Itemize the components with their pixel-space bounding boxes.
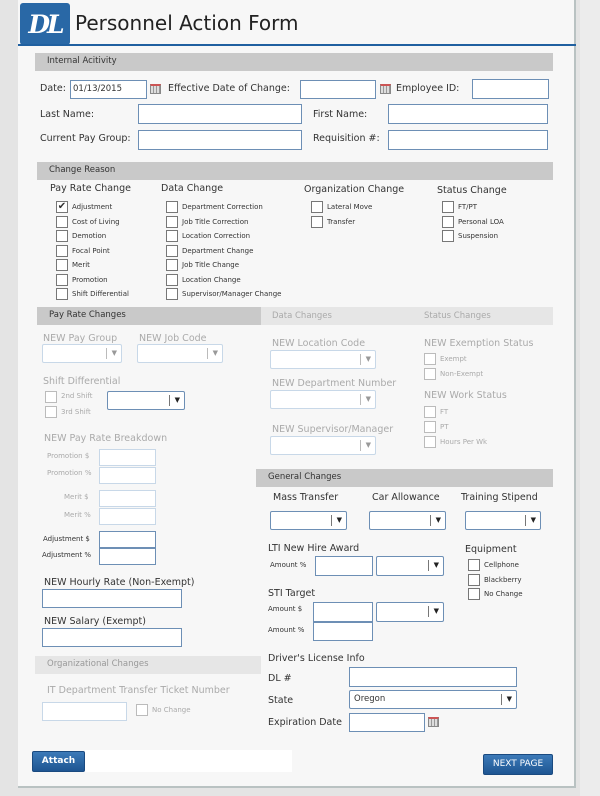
checkbox-label: Lateral Move bbox=[327, 203, 373, 211]
checkbox-label: Job Title Correction bbox=[182, 217, 249, 226]
location-correction-checkbox[interactable] bbox=[166, 230, 178, 242]
equipment-label: No Change bbox=[484, 590, 523, 598]
sti-label: STI Target bbox=[268, 588, 316, 599]
exemption-status-label: NEW Exemption Status bbox=[424, 338, 534, 349]
no-change-label: No Change bbox=[152, 706, 191, 714]
checkbox-label: Department Change bbox=[182, 246, 254, 255]
new-location-code-select[interactable]: ▼ bbox=[270, 350, 376, 369]
job-title-correction-checkbox[interactable] bbox=[166, 216, 178, 228]
checkbox-label: Department Correction bbox=[182, 203, 263, 211]
drivers-license-heading: Driver's License Info bbox=[268, 653, 365, 664]
state-value: Oregon bbox=[354, 694, 386, 704]
equipment-label: Blackberry bbox=[484, 575, 522, 584]
it-ticket-input[interactable] bbox=[42, 702, 127, 721]
salary-label: NEW Salary (Exempt) bbox=[44, 616, 146, 627]
page-title: Personnel Action Form bbox=[75, 11, 299, 35]
section-change-reason: Change Reason bbox=[37, 162, 553, 180]
section-pay-rate-changes: Pay Rate Changes bbox=[37, 307, 261, 325]
merit-dollar-label: Merit $ bbox=[64, 493, 89, 501]
training-stipend-label: Training Stipend bbox=[461, 492, 538, 503]
personal-loa-checkbox[interactable] bbox=[442, 216, 454, 228]
cost-of-living-checkbox[interactable] bbox=[56, 216, 68, 228]
sti-amount-dollar-label: Amount $ bbox=[268, 605, 303, 613]
attachment-field bbox=[85, 750, 292, 772]
adjustment-dollar-label: Adjustment $ bbox=[43, 535, 90, 543]
it-ticket-label: IT Department Transfer Ticket Number bbox=[47, 685, 230, 696]
checkbox-label: Supervisor/Manager Change bbox=[182, 290, 282, 298]
3rd-shift-checkbox[interactable] bbox=[45, 406, 57, 418]
state-label: State bbox=[268, 695, 294, 706]
effective-date-label: Effective Date of Change: bbox=[168, 83, 290, 94]
adjustment-checkbox[interactable]: ✔ bbox=[57, 201, 67, 212]
new-job-code-select[interactable]: ▼ bbox=[137, 344, 223, 363]
checkbox-label: Job Title Change bbox=[182, 261, 240, 269]
pay-rate-breakdown-label: NEW Pay Rate Breakdown bbox=[44, 433, 168, 444]
expiration-date-input[interactable] bbox=[349, 713, 425, 732]
pay-rate-change-heading: Pay Rate Change bbox=[50, 183, 131, 194]
promotion-percent-label: Promotion % bbox=[47, 469, 92, 477]
pay-group-label: Current Pay Group: bbox=[40, 133, 131, 144]
promotion-dollar-input[interactable] bbox=[99, 449, 156, 466]
hours-per-wk-label: Hours Per Wk bbox=[440, 438, 488, 446]
checkbox-label: Adjustment bbox=[72, 203, 113, 211]
adjustment-dollar-input[interactable] bbox=[99, 531, 156, 548]
car-allowance-label: Car Allowance bbox=[372, 492, 440, 503]
ft-label: FT bbox=[440, 408, 449, 416]
checkbox-label: Cost of Living bbox=[72, 217, 120, 226]
pt-label: PT bbox=[440, 423, 449, 431]
adjustment-percent-input[interactable] bbox=[99, 548, 156, 565]
supervisor-manager-change-checkbox[interactable] bbox=[166, 288, 178, 300]
calendar-icon[interactable] bbox=[380, 84, 391, 94]
lateral-move-checkbox[interactable] bbox=[311, 201, 323, 213]
section-organizational-changes: Organizational Changes bbox=[35, 656, 261, 674]
merit-checkbox[interactable] bbox=[56, 259, 68, 271]
section-internal-activity: Internal Acitivity bbox=[35, 53, 553, 71]
promotion-dollar-label: Promotion $ bbox=[47, 452, 90, 460]
checkbox-label: Merit bbox=[72, 261, 90, 269]
dl-number-input[interactable] bbox=[349, 667, 517, 687]
lti-select[interactable]: ▼ bbox=[376, 556, 444, 576]
new-supervisor-select[interactable]: ▼ bbox=[270, 436, 376, 455]
non-exempt-label: Non-Exempt bbox=[440, 370, 484, 378]
organization-change-heading: Organization Change bbox=[304, 184, 405, 195]
employee-id-label: Employee ID: bbox=[396, 83, 460, 94]
mass-transfer-select[interactable]: ▼ bbox=[270, 511, 347, 530]
first-name-label: First Name: bbox=[313, 109, 368, 120]
dl-number-label: DL # bbox=[268, 673, 292, 684]
last-name-label: Last Name: bbox=[40, 109, 95, 120]
lti-amount-percent-label: Amount % bbox=[270, 561, 307, 569]
data-change-heading: Data Change bbox=[161, 183, 224, 194]
scrollbar[interactable] bbox=[580, 0, 600, 796]
ft-pt-checkbox[interactable] bbox=[442, 201, 454, 213]
checkbox-label: Transfer bbox=[327, 217, 356, 226]
focal-point-checkbox[interactable] bbox=[56, 245, 68, 257]
new-department-label: NEW Department Number bbox=[272, 378, 397, 389]
attach-button[interactable]: Attach bbox=[32, 751, 85, 772]
new-pay-group-label: NEW Pay Group bbox=[43, 333, 118, 344]
merit-dollar-input[interactable] bbox=[99, 490, 156, 507]
next-page-button[interactable]: NEXT PAGE bbox=[483, 754, 553, 775]
adjustment-percent-label: Adjustment % bbox=[42, 551, 92, 559]
hourly-rate-input[interactable] bbox=[42, 589, 182, 608]
sti-amount-percent-label: Amount % bbox=[268, 626, 305, 634]
training-stipend-select[interactable]: ▼ bbox=[465, 511, 541, 530]
pt-checkbox[interactable] bbox=[424, 421, 436, 433]
exempt-label: Exempt bbox=[440, 355, 467, 363]
pay-group-input[interactable] bbox=[138, 130, 302, 150]
work-status-label: NEW Work Status bbox=[424, 390, 507, 401]
department-correction-checkbox[interactable] bbox=[166, 201, 178, 213]
2nd-shift-label: 2nd Shift bbox=[61, 392, 93, 400]
status-change-heading: Status Change bbox=[437, 185, 507, 196]
hourly-rate-label: NEW Hourly Rate (Non-Exempt) bbox=[44, 577, 195, 588]
checkbox-label: Shift Differential bbox=[72, 290, 129, 298]
new-location-code-label: NEW Location Code bbox=[272, 338, 366, 349]
equipment-label: Equipment bbox=[465, 544, 517, 555]
transfer-checkbox[interactable] bbox=[311, 216, 323, 228]
calendar-icon[interactable] bbox=[428, 717, 439, 727]
shift-differential-checkbox[interactable] bbox=[56, 288, 68, 300]
suspension-checkbox[interactable] bbox=[442, 230, 454, 242]
data-changes-heading: Data Changes bbox=[272, 311, 332, 321]
cellphone-checkbox[interactable] bbox=[468, 559, 480, 571]
new-pay-group-select[interactable]: ▼ bbox=[42, 344, 122, 363]
checkbox-label: Location Change bbox=[182, 275, 241, 284]
calendar-icon[interactable] bbox=[150, 84, 161, 94]
date-label: Date: bbox=[40, 83, 66, 94]
first-name-input[interactable] bbox=[388, 104, 548, 124]
expiration-date-label: Expiration Date bbox=[268, 717, 342, 728]
no-change-checkbox[interactable] bbox=[468, 588, 480, 600]
department-change-checkbox[interactable] bbox=[166, 245, 178, 257]
checkbox-label: FT/PT bbox=[458, 203, 478, 211]
requisition-input[interactable] bbox=[388, 130, 548, 150]
merit-percent-label: Merit % bbox=[64, 511, 91, 519]
shift-differential-label: Shift Differential bbox=[43, 376, 121, 387]
checkbox-label: Personal LOA bbox=[458, 217, 504, 226]
promotion-checkbox[interactable] bbox=[56, 274, 68, 286]
date-input[interactable]: 01/13/2015 bbox=[70, 80, 147, 99]
new-job-code-label: NEW Job Code bbox=[139, 333, 207, 344]
job-title-change-checkbox[interactable] bbox=[166, 259, 178, 271]
non-exempt-checkbox[interactable] bbox=[424, 368, 436, 380]
state-select[interactable]: Oregon ▼ bbox=[349, 690, 517, 709]
requisition-label: Requisition #: bbox=[313, 133, 380, 144]
shift-differential-select[interactable]: ▼ bbox=[107, 391, 185, 410]
car-allowance-select[interactable]: ▼ bbox=[369, 511, 446, 530]
blackberry-checkbox[interactable] bbox=[468, 574, 480, 586]
sti-amount-dollar-input[interactable] bbox=[313, 602, 373, 622]
new-department-select[interactable]: ▼ bbox=[270, 390, 376, 409]
promotion-percent-input[interactable] bbox=[99, 467, 156, 484]
dl-logo: DL bbox=[20, 3, 70, 45]
employee-id-input[interactable] bbox=[472, 79, 549, 99]
hours-per-wk-checkbox[interactable] bbox=[424, 436, 436, 448]
salary-input[interactable] bbox=[42, 628, 182, 647]
checkbox-label: Suspension bbox=[458, 232, 499, 240]
header-divider bbox=[18, 44, 576, 46]
last-name-input[interactable] bbox=[138, 104, 302, 124]
new-supervisor-label: NEW Supervisor/Manager bbox=[272, 424, 394, 435]
sti-amount-percent-input[interactable] bbox=[313, 622, 373, 641]
merit-percent-input[interactable] bbox=[99, 508, 156, 525]
status-changes-heading: Status Changes bbox=[424, 311, 491, 321]
lti-label: LTI New Hire Award bbox=[268, 543, 360, 554]
ft-checkbox[interactable] bbox=[424, 406, 436, 418]
checkbox-label: Focal Point bbox=[72, 246, 110, 255]
checkbox-label: Location Correction bbox=[182, 232, 251, 240]
section-general-changes: General Changes bbox=[256, 469, 553, 487]
effective-date-input[interactable] bbox=[300, 80, 376, 99]
2nd-shift-checkbox[interactable] bbox=[45, 391, 57, 403]
location-change-checkbox[interactable] bbox=[166, 274, 178, 286]
3rd-shift-label: 3rd Shift bbox=[61, 408, 91, 416]
exempt-checkbox[interactable] bbox=[424, 353, 436, 365]
no-change-checkbox[interactable] bbox=[136, 704, 148, 716]
demotion-checkbox[interactable] bbox=[56, 230, 68, 242]
lti-amount-input[interactable] bbox=[315, 556, 373, 576]
equipment-label: Cellphone bbox=[484, 561, 519, 569]
sti-select[interactable]: ▼ bbox=[376, 602, 444, 622]
checkbox-label: Promotion bbox=[72, 275, 108, 284]
mass-transfer-label: Mass Transfer bbox=[273, 492, 339, 503]
checkbox-label: Demotion bbox=[72, 232, 107, 240]
